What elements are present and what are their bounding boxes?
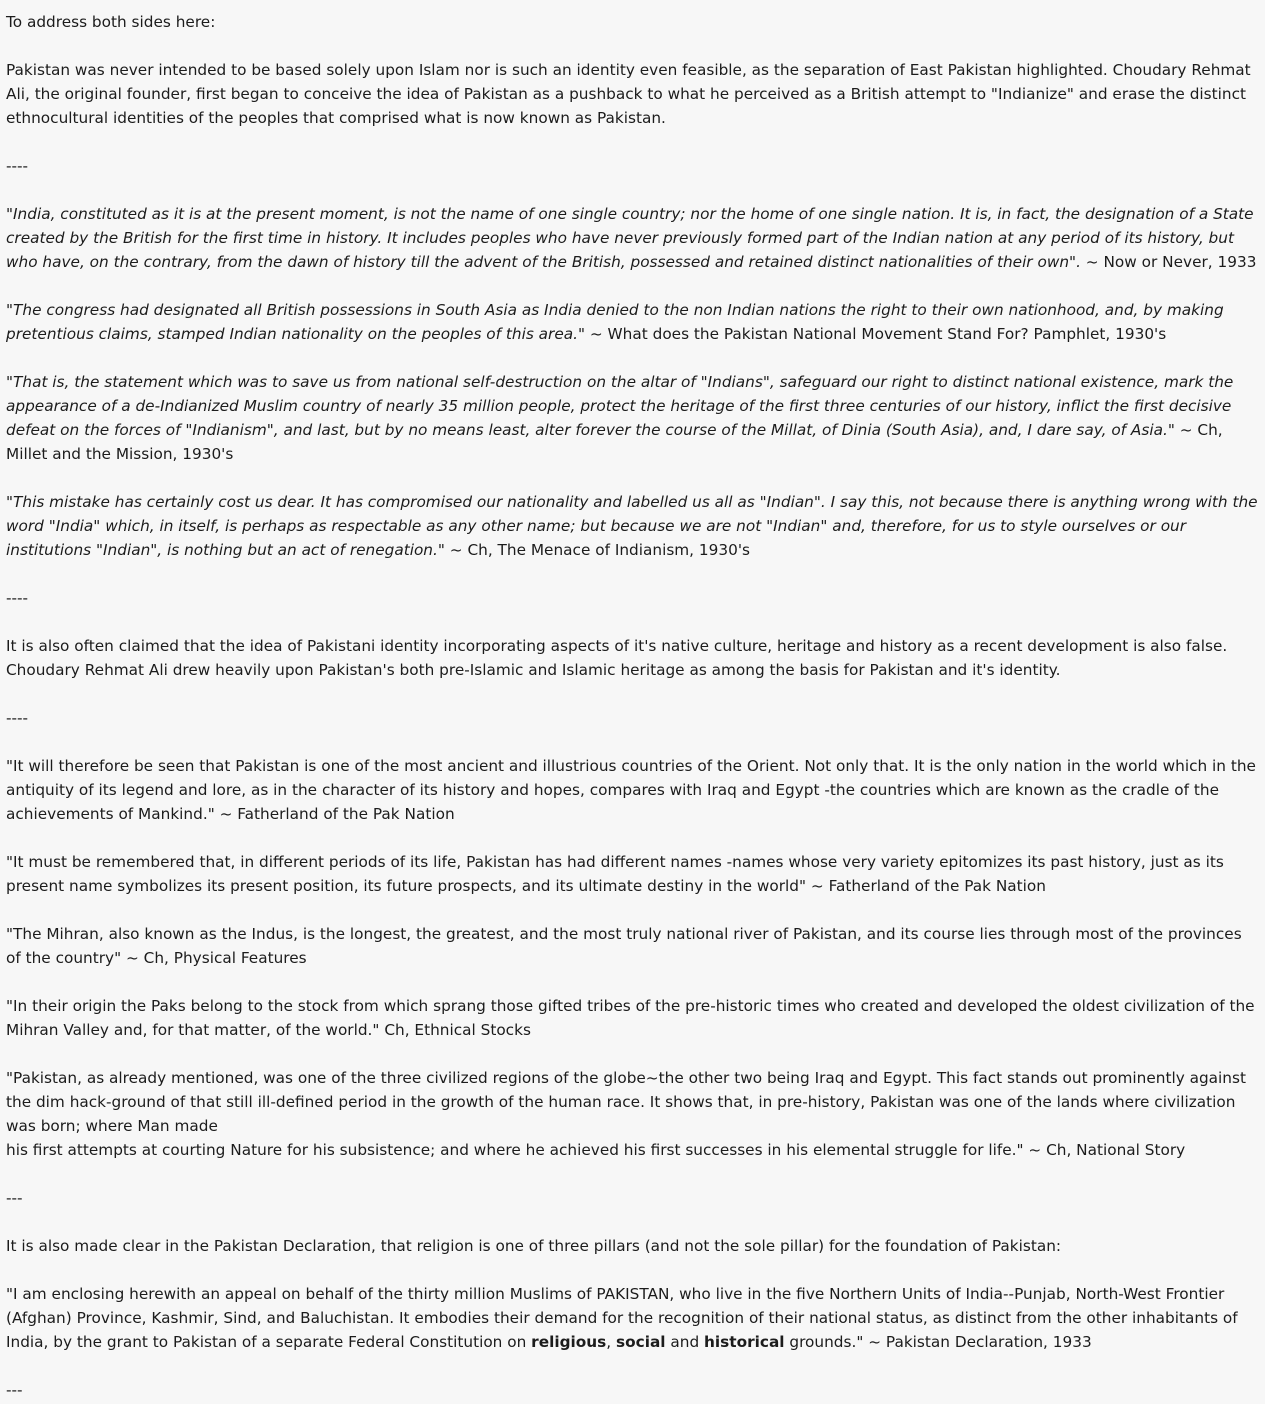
bold-social: social bbox=[616, 1333, 666, 1351]
bold-religious: religious bbox=[531, 1333, 607, 1351]
quote-millet-mission bbox=[6, 370, 1259, 466]
quote-text: "This mistake has certainly cost us dear. It has compromised our nationality and labelled us all as "Indian". I say this, not because there is anything wrong with the word "India" which, in itself, is perhaps as respectable as any other name; but because we are not "Indian" and, therefore, for us to style ourselves or our institutions "Indian", is nothing but an act of renegation." bbox=[6, 493, 1258, 559]
quote-text-continued: his first attempts at courting Nature for his subsistence; and where he achieved his first successes in his elemental struggle for life." ~ Ch, National Story bbox=[6, 1141, 1186, 1159]
quote-text: "The congress had designated all British possessions in South Asia as India denied to the non Indian nations the right to their own nationhood, and, by making pretentious claims, stamped Indian nationality on the peoples of this area." bbox=[6, 301, 1224, 343]
separator: ---- bbox=[6, 709, 29, 727]
quote-text: "I am enclosing herewith an appeal on behalf of the thirty million Muslims of PAKISTAN, who live in the five Northern Units of India--Punjab, North-West Frontier (Afghan) Province, Kashmir, Sind, and Baluchistan. It embodies their demand for the recognition of their national status, as distinct from the other inhabitants of India, by the grant to Pakistan of a separate Federal Constitution on bbox=[6, 1285, 1238, 1351]
paragraph-origins: Pakistan was never intended to be based solely upon Islam nor is such an identity even feasible, as the separation of East Pakistan highlighted. Choudary Rehmat Ali, the original founder, first began to conceive the idea of Pakistan as a pushback to what he perceived as a British attempt to "Indianize" and erase the distinct ethnocultural identities of the peoples that comprised what is now known as Pakistan. bbox=[6, 61, 1251, 127]
quote-physical-features: "The Mihran, also known as the Indus, is the longest, the greatest, and the most truly national river of Pakistan, and its course lies through most of the provinces of the country" ~ Ch, Physical Features bbox=[6, 925, 1242, 967]
quote-menace-indianism bbox=[6, 490, 1259, 562]
separator: --- bbox=[6, 1189, 23, 1207]
quote-source: ~ What does the Pakistan National Movement Stand For? Pamphlet, 1930's bbox=[585, 325, 1167, 343]
quote-source: ~ Ch, The Menace of Indianism, 1930's bbox=[444, 541, 751, 559]
quote-pamphlet bbox=[6, 298, 1259, 346]
quote-national-story bbox=[6, 1066, 1259, 1162]
paragraph-declaration: It is also made clear in the Pakistan Declaration, that religion is one of three pillars (and not the sole pillar) for the foundation of Pakistan: bbox=[6, 1237, 1062, 1255]
quote-fatherland-1: "It will therefore be seen that Pakistan is one of the most ancient and illustrious countries of the Orient. Not only that. It is the only nation in the world which in the antiquity of its legend and lore, as in the character of its history and hopes, compares with Iraq and Egypt -the countries which are known as the cradle of the achievements of Mankind." ~ Fatherland of the Pak Nation bbox=[6, 757, 1256, 823]
bold-historical: historical bbox=[704, 1333, 785, 1351]
quote-text: "That is, the statement which was to save us from national self-destruction on the altar of "Indians", safeguard our right to distinct national existence, mark the appearance of a de-Indianized Muslim country of nearly 35 million people, protect the heritage of the first three centuries of our history, inflict the first decisive defeat on the forces of "Indianism", and last, but by no means least, alter forever the course of the Millat, of Dinia (South Asia), and, I dare say, of Asia." bbox=[6, 373, 1234, 439]
paragraph-heritage: It is also often claimed that the idea of Pakistani identity incorporating aspects of it's native culture, heritage and history as a recent development is also false. Choudary Rehmat Ali drew heavily upon Pakistan's both pre-Islamic and Islamic heritage as among the basis for Pakistan and it's identity. bbox=[6, 637, 1228, 679]
quote-fatherland-2: "It must be remembered that, in different periods of its life, Pakistan has had different names -names whose very variety epitomizes its past history, just as its present name symbolizes its present position, its future prospects, and its ultimate destiny in the world" ~ Fatherland of the Pak Nation bbox=[6, 853, 1224, 895]
text-fragment: , bbox=[606, 1333, 617, 1351]
quote-text: "Pakistan, as already mentioned, was one of the three civilized regions of the globe~the other two being Iraq and Egypt. This fact stands out prominently against the dim hack-ground of that still ill-defined period in the growth of the human race. It shows that, in pre-history, Pakistan was one of the lands where civilization was born; where Man made bbox=[6, 1069, 1246, 1135]
separator: ---- bbox=[6, 157, 29, 175]
quote-text: "India, constituted as it is at the present moment, is not the name of one single country; nor the home of one single nation. It is, in fact, the designation of a State created by the British for the first time in history. It includes peoples who have never previously formed part of the Indian nation at any period of its history, but who have, on the contrary, from the dawn of history till the advent of the British, possessed and retained distinct nationalities of their own". bbox=[6, 205, 1254, 271]
intro-paragraph: To address both sides here: bbox=[6, 13, 216, 31]
text-fragment: and bbox=[665, 1333, 705, 1351]
separator: --- bbox=[6, 1381, 23, 1399]
separator: ---- bbox=[6, 589, 29, 607]
quote-ethnical-stocks: "In their origin the Paks belong to the stock from which sprang those gifted tribes of the pre-historic times who created and developed the oldest civilization of the Mihran Valley and, for that matter, of the world." Ch, Ethnical Stocks bbox=[6, 997, 1255, 1039]
quote-source: ~ Ch, Millet and the Mission, 1930's bbox=[6, 421, 1223, 463]
quote-now-or-never bbox=[6, 202, 1259, 274]
quote-source: ~ Now or Never, 1933 bbox=[1080, 253, 1257, 271]
quote-pakistan-declaration bbox=[6, 1282, 1259, 1354]
quote-source: grounds." ~ Pakistan Declaration, 1933 bbox=[784, 1333, 1092, 1351]
